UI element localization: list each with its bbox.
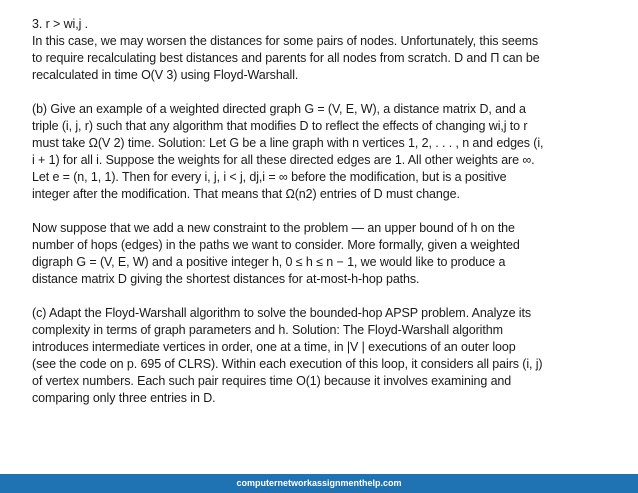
text-line: triple (i, j, r) such that any algorithm that modifies D to reflect the effects of changing wi,j to r xyxy=(32,119,528,133)
text-line: introduces intermediate vertices in order, one at a time, in |V | executions of an outer loop xyxy=(32,340,516,354)
text-line: (see the code on p. 695 of CLRS). Within each execution of this loop, it considers all pairs (i, j) xyxy=(32,357,543,371)
paragraph-case-3 xyxy=(32,16,610,84)
paragraph-part-c xyxy=(32,305,610,407)
text-line: recalculated in time O(V 3) using Floyd-Warshall. xyxy=(32,68,299,82)
text-line: (c) Adapt the Floyd-Warshall algorithm to solve the bounded-hop APSP problem. Analyze its xyxy=(32,306,532,320)
text-line: In this case, we may worsen the distances for some pairs of nodes. Unfortunately, this seems xyxy=(32,34,539,48)
text-line: digraph G = (V, E, W) and a positive integer h, 0 ≤ h ≤ n − 1, we would like to produce a xyxy=(32,255,506,269)
text-line: Now suppose that we add a new constraint to the problem — an upper bound of h on the xyxy=(32,221,515,235)
text-line: 3. r > wi,j . xyxy=(32,17,89,31)
text-line: (b) Give an example of a weighted directed graph G = (V, E, W), a distance matrix D, and a xyxy=(32,102,526,116)
document-body xyxy=(32,16,610,424)
text-line: Let e = (n, 1, 1). Then for every i, j, i < j, dj,i = ∞ before the modification, but is a positive xyxy=(32,170,507,184)
text-line: of vertex numbers. Each such pair requires time O(1) because it involves examining and xyxy=(32,374,512,388)
footer-website-link[interactable]: computernetworkassignmenthelp.com xyxy=(236,478,402,488)
text-line: distance matrix D giving the shortest distances for at-most-h-hop paths. xyxy=(32,272,420,286)
paragraph-hop-constraint xyxy=(32,220,610,288)
text-line: to require recalculating best distances and parents for all nodes from scratch. D and Π can be xyxy=(32,51,540,65)
text-line: i + 1) for all i. Suppose the weights for all these directed edges are 1. All other weights are ∞. xyxy=(32,153,535,167)
text-line: comparing only three entries in D. xyxy=(32,391,216,405)
text-line: complexity in terms of graph parameters and h. Solution: The Floyd-Warshall algorithm xyxy=(32,323,503,337)
text-line: integer after the modification. That means that Ω(n2) entries of D must change. xyxy=(32,187,460,201)
footer-bar xyxy=(0,474,638,493)
paragraph-part-b xyxy=(32,101,610,203)
text-line: must take Ω(V 2) time. Solution: Let G be a line graph with n vertices 1, 2, . . . , n and edges (i, xyxy=(32,136,544,150)
text-line: number of hops (edges) in the paths we want to consider. More formally, given a weighted xyxy=(32,238,520,252)
